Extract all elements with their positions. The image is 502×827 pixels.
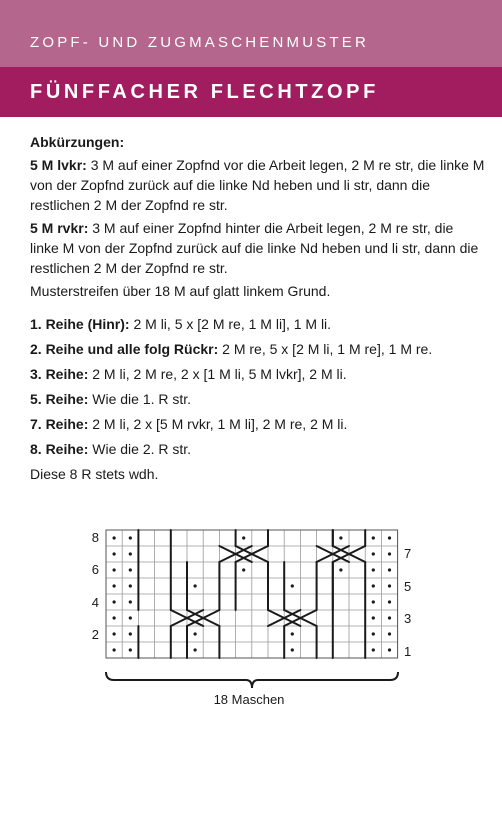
purl-dot [129,536,132,539]
purl-dot [129,584,132,587]
row-text: 2 M li, 2 x [5 M rvkr, 1 M li], 2 M re, 2 M li. [88,416,348,432]
row-number-right: 3 [404,611,412,626]
purl-dot [388,536,391,539]
row-text: Wie die 2. R str. [88,441,192,457]
width-brace [106,672,398,688]
purl-dot [388,648,391,651]
purl-dot [129,616,132,619]
row-text: Wie die 1. R str. [88,391,192,407]
purl-dot [242,568,245,571]
purl-dot [113,536,116,539]
row-label: 1. Reihe (Hinr): [30,316,130,332]
purl-dot [372,568,375,571]
purl-dot [388,552,391,555]
row-label: 5. Reihe: [30,391,89,407]
purl-dot [372,600,375,603]
row-text: 2 M li, 2 M re, 2 x [1 M li, 5 M lvkr], 2 M li. [88,366,347,382]
row-number-right: 1 [404,644,412,659]
purl-dot [291,632,294,635]
purl-dot [194,648,197,651]
row-label: 8. Reihe: [30,441,89,457]
abbrev-rvkr-text: 3 M auf einer Zopfnd hinter die Arbeit legen, 2 M re str, die linke M von der Zopfnd zurück auf die linke Nd heben und li str, dann die restlichen 2 M der Zopfnd re str. [30,220,479,276]
width-label: 18 Maschen [213,692,285,707]
purl-dot [339,536,342,539]
purl-dot [129,648,132,651]
abbrev-lvkr-term: 5 M lvkr: [30,157,87,173]
purl-dot [388,632,391,635]
row-number-left: 4 [91,595,99,610]
purl-dot [113,584,116,587]
purl-dot [113,616,116,619]
purl-dot [129,600,132,603]
row-number-right: 5 [404,579,412,594]
abbrev-heading: Abkürzungen: [30,134,125,150]
pattern-title: FÜNFFACHER FLECHTZOPF [30,81,379,103]
purl-dot [113,648,116,651]
row-text: 2 M li, 5 x [2 M re, 1 M li], 1 M li. [129,316,332,332]
row-label: 3. Reihe: [30,366,89,382]
row-text: 2 M re, 5 x [2 M li, 1 M re], 1 M re. [218,341,433,357]
row-number-right: 7 [404,546,412,561]
purl-dot [372,648,375,651]
pattern-note: Musterstreifen über 18 M auf glatt linkem Grund. [30,283,331,299]
purl-dot [113,552,116,555]
purl-dot [194,584,197,587]
abbrev-lvkr-text: 3 M auf einer Zopfnd vor die Arbeit legen, 2 M re str, die linke M von der Zopfnd zurück auf die linke Nd heben und li str, dann die restlichen 2 M der Zopfnd re str. [30,157,485,213]
purl-dot [291,648,294,651]
purl-dot [388,600,391,603]
purl-dot [129,552,132,555]
row-number-left: 2 [91,627,99,642]
row-number-left: 8 [91,530,99,545]
purl-dot [388,568,391,571]
purl-dot [291,584,294,587]
row-label: 2. Reihe und alle folg Rückr: [30,341,219,357]
abbrev-rvkr-term: 5 M rvkr: [30,220,89,236]
purl-dot [113,568,116,571]
purl-dot [388,616,391,619]
purl-dot [113,632,116,635]
repeat-note: Diese 8 R stets wdh. [30,466,159,482]
row-number-left: 6 [91,562,99,577]
purl-dot [372,552,375,555]
purl-dot [129,568,132,571]
purl-dot [113,600,116,603]
purl-dot [372,536,375,539]
purl-dot [372,616,375,619]
purl-dot [372,632,375,635]
purl-dot [388,584,391,587]
purl-dot [194,632,197,635]
purl-dot [372,584,375,587]
purl-dot [242,536,245,539]
row-label: 7. Reihe: [30,416,89,432]
purl-dot [129,632,132,635]
purl-dot [339,568,342,571]
chart-grid [106,530,398,658]
category-title: ZOPF- UND ZUGMASCHENMUSTER [30,34,370,51]
